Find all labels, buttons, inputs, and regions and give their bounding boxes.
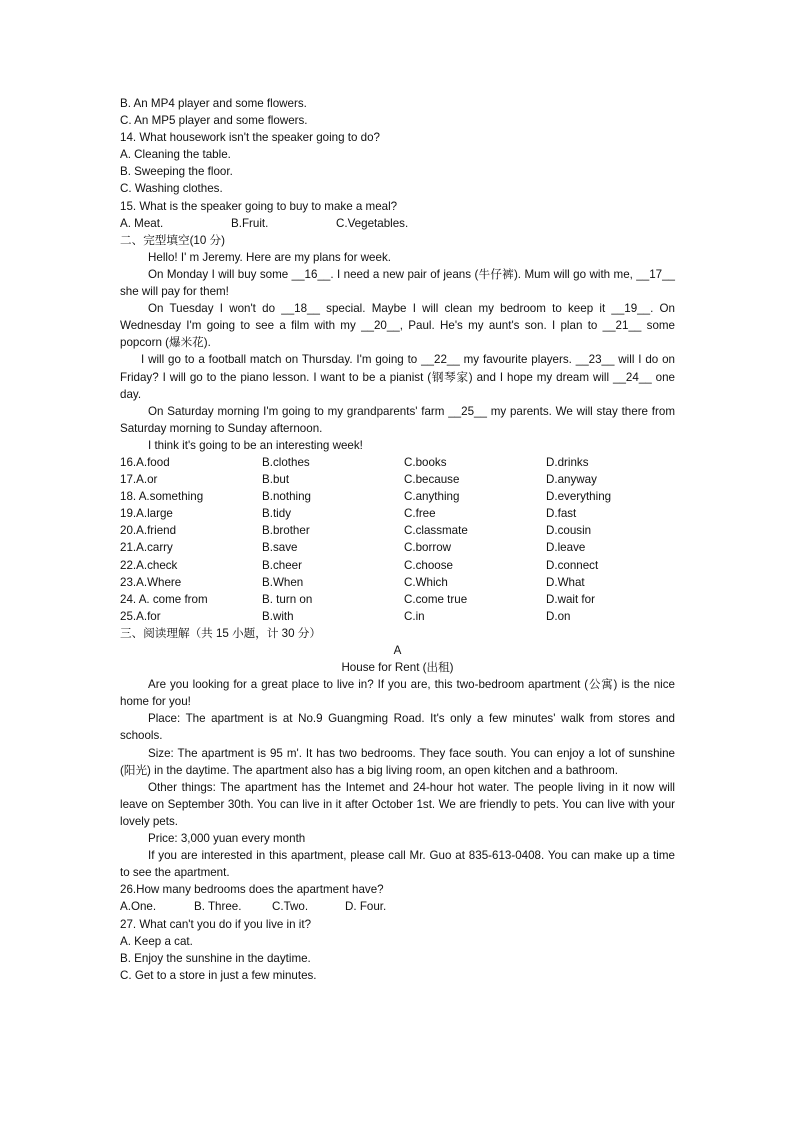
q26-option-b: B. Three. [194,900,242,914]
option-c: C.borrow [404,541,452,555]
q26-question: 26.How many bedrooms does the apartment have? [120,883,384,897]
passage-size [120,745,675,779]
cloze-option-row [120,454,675,471]
cloze-option-row [120,591,675,608]
option-c: C.free [404,507,436,521]
option-d: D.What [546,575,585,589]
cloze-option-row [120,608,675,625]
cloze-paragraph: On Saturday morning I'm going to my grandparents' farm __25__ my parents. We will stay there from Saturday morning to Sunday afternoon. [120,404,675,435]
q26-option-c: C.Two. [272,900,309,914]
option-a: 20.A.friend [120,524,177,538]
q15-question: 15. What is the speaker going to buy to make a meal? [120,199,398,213]
option-d: D.cousin [546,524,592,538]
q15-options [120,215,675,232]
option-c: C.because [404,473,460,487]
option-d: D.drinks [546,455,589,469]
option-a: 16.A.food [120,455,170,469]
option-b: B.nothing [262,490,311,504]
q26-option-d: D. Four. [345,900,387,914]
option-a: 23.A.Where [120,575,182,589]
option-c: C.books [404,455,447,469]
cloze-option-row [120,539,675,556]
q27-option-a: A. Keep a cat. [120,934,193,948]
passage-title: House for Rent (出租) [341,661,454,675]
option-b: B.save [262,541,298,555]
q14-question: 14. What housework isn't the speaker going to do? [120,131,381,145]
option-d: D.anyway [546,473,597,487]
passage-contact: If you are interested in this apartment, please call Mr. Guo at 835-613-0408. You can make up a time to see the apartment. [120,849,675,880]
cloze-option-row [120,574,675,591]
cloze-option-row [120,488,675,505]
other-label: Other things: [148,780,216,794]
option-c: C.choose [404,558,453,572]
option-b: B.brother [262,524,310,538]
cloze-option-row [120,557,675,574]
option-b: B. turn on [262,592,313,606]
option-d: D.connect [546,558,599,572]
q27-option-c: C. Get to a store in just a few minutes. [120,968,317,982]
exam-page [120,95,675,984]
option-d: D.wait for [546,592,595,606]
cloze-option-row [120,505,675,522]
option-b: B.clothes [262,455,310,469]
q14-option-a: A. Cleaning the table. [120,148,231,162]
q15-option-a: A. Meat. [120,216,164,230]
cloze-paragraph: I will go to a football match on Thursday. I'm going to __22__ my favourite players. __23__ will I do on Friday? I will go to the piano lesson. I want to be a pianist (钢琴家) and I hope my dream will __24__ one day. [120,353,675,401]
cloze-paragraph: On Monday I will buy some __16__. I need a new pair of jeans (牛仔裤). Mum will go with me, __17__ she will pay for them! [120,267,675,299]
q26-options [120,898,675,915]
q13-option-b: B. An MP4 player and some flowers. [120,97,307,110]
size-label: Size: [148,746,174,760]
option-b: B.tidy [262,507,291,521]
option-a: 24. A. come from [120,592,208,606]
passage-place [120,710,675,744]
option-a: 22.A.check [120,558,178,572]
cloze-paragraph: Hello! I' m Jeremy. Here are my plans for week. [148,250,391,264]
option-c: C.anything [404,490,460,504]
reading-heading: 三、阅读理解（共 15 小题，计 30 分） [120,626,321,640]
q27-question: 27. What can't you do if you live in it? [120,917,312,931]
option-a: 19.A.large [120,507,173,521]
option-b: B.with [262,609,294,623]
option-a: 25.A.for [120,609,161,623]
price-text: 3,000 yuan every month [177,832,306,846]
cloze-paragraph: On Tuesday I won't do __18__ special. Maybe I will clean my bedroom to keep it __19__. On Wednesday I'm going to see a film with my __20__, Paul. He's my aunt's son. I plan to __21__ some popcorn (爆米花). [120,302,675,350]
q15-option-b: B.Fruit. [231,216,269,230]
passage-other [120,779,675,830]
option-c: C.in [404,609,425,623]
passage-label: A [393,644,402,657]
option-b: B.cheer [262,558,302,572]
option-d: D.leave [546,541,586,555]
q26-option-a: A.One. [120,900,157,914]
option-c: C.classmate [404,524,468,538]
q14-option-b: B. Sweeping the floor. [120,165,233,179]
option-a: 17.A.or [120,473,158,487]
cloze-option-row [120,522,675,539]
q27-option-b: B. Enjoy the sunshine in the daytime. [120,951,311,965]
price-label: Price: [148,832,178,846]
option-d: D.everything [546,490,612,504]
cloze-options-table [120,454,675,625]
option-b: B.but [262,473,290,487]
option-b: B.When [262,575,304,589]
option-d: D.on [546,609,571,623]
option-a: 21.A.carry [120,541,173,555]
passage-intro: Are you looking for a great place to live in? If you are, this two-bedroom apartment (公寓) is the nice home for you! [120,678,675,709]
size-text: The apartment is 95 m'. It has two bedrooms. They face south. You can enjoy a lot of sunshine (阳光) in the daytime. The apartment also has a big living room, an open kitchen and a bathroom. [120,746,675,777]
cloze-paragraph: I think it's going to be an interesting week! [148,438,363,452]
q15-option-c: C.Vegetables. [336,216,409,230]
option-a: 18. A.something [120,490,204,504]
passage-price [120,830,675,847]
option-c: C.come true [404,592,468,606]
q13-option-c: C. An MP5 player and some flowers. [120,114,308,128]
option-c: C.Which [404,575,448,589]
place-label: Place: [148,712,181,726]
cloze-heading: 二、完型填空(10 分) [120,233,225,247]
place-text: The apartment is at No.9 Guangming Road. It's only a few minutes' walk from stores and schools. [120,712,675,743]
other-text: The apartment has the Intemet and 24-hour hot water. The people living in it now will leave on September 30th. You can live in it after October 1st. We are friendly to pets. You can live with your lovely pets. [120,780,675,828]
cloze-option-row [120,471,675,488]
q14-option-c: C. Washing clothes. [120,182,223,196]
option-d: D.fast [546,507,577,521]
